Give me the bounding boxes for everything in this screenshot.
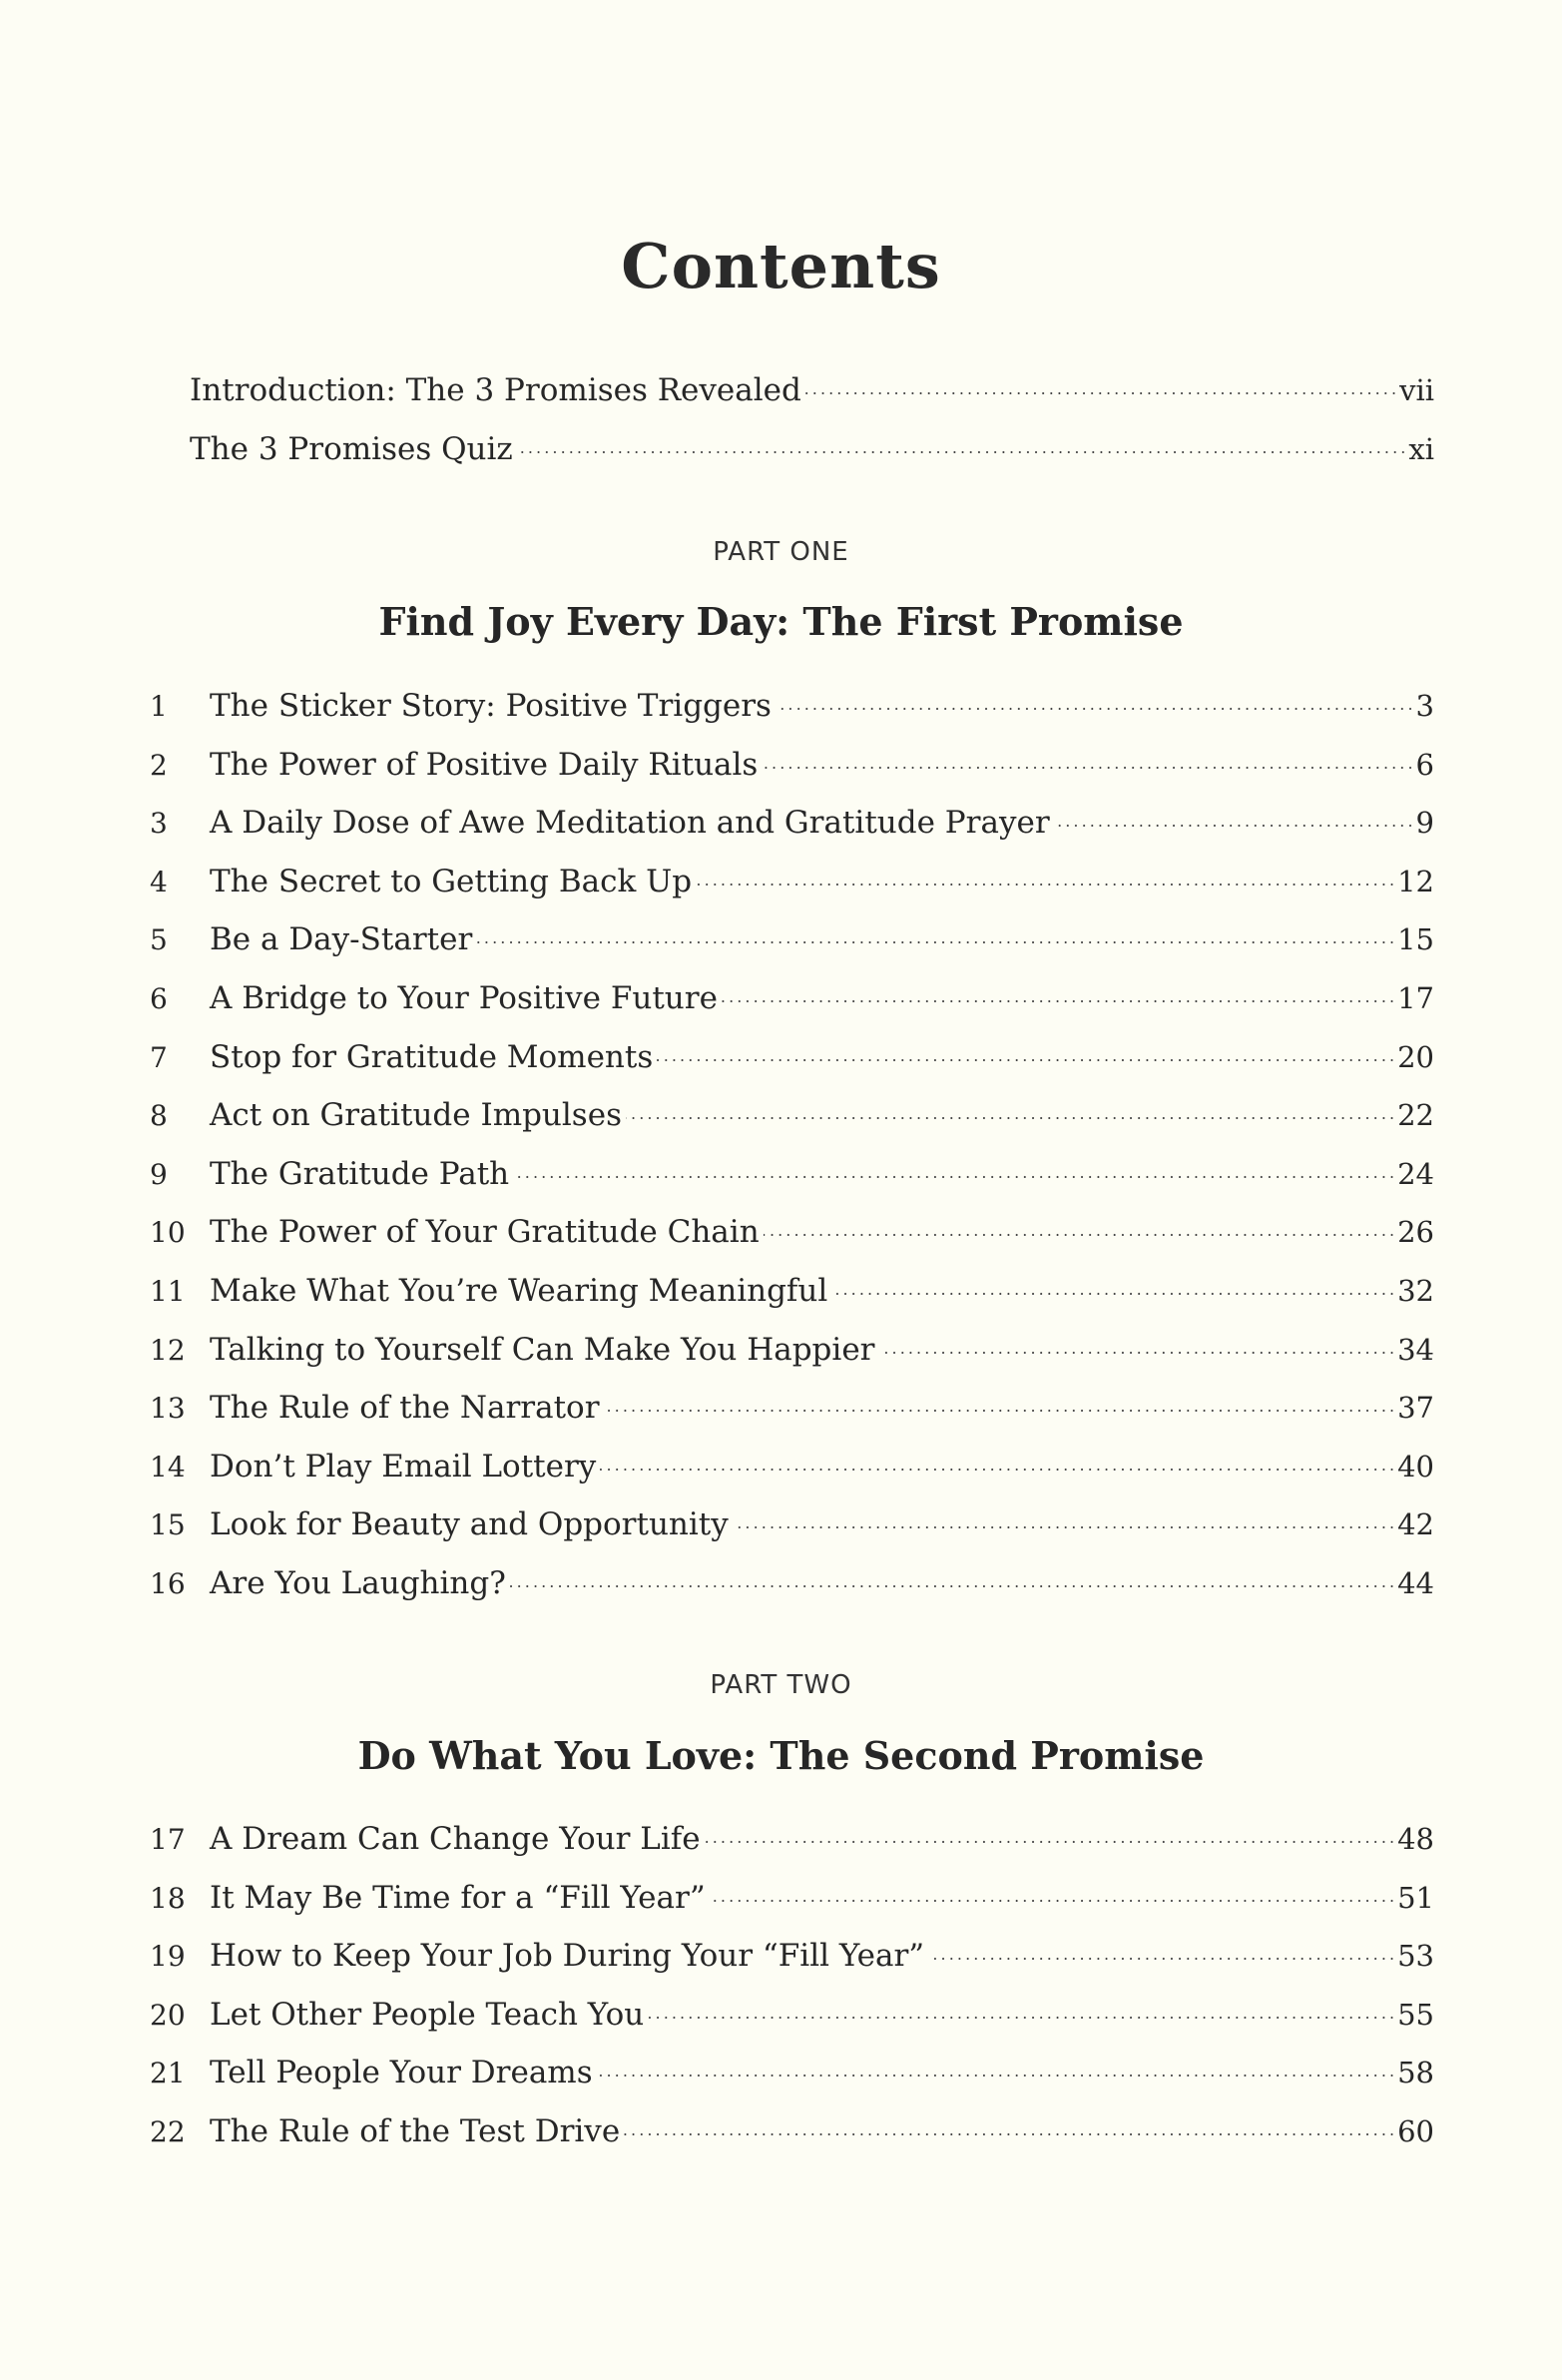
chapter-page-number: 40 <box>1397 1449 1434 1484</box>
chapter-title: The Secret to Getting Back Up <box>210 863 693 899</box>
chapter-page-number: 37 <box>1397 1391 1434 1426</box>
chapter-row[interactable] <box>150 1387 1434 1446</box>
chapter-number: 10 <box>150 1216 186 1250</box>
chapter-number: 14 <box>150 1450 186 1484</box>
part-one-label: PART ONE <box>713 537 849 567</box>
part-one-chapter-list <box>150 685 1434 1621</box>
chapter-number: 20 <box>150 1998 186 2032</box>
chapter-title: It May Be Time for a “Fill Year” <box>210 1879 706 1916</box>
chapter-row[interactable] <box>150 2110 1434 2169</box>
chapter-number: 9 <box>150 1157 168 1191</box>
chapter-row[interactable] <box>150 1994 1434 2053</box>
chapter-page-number: 60 <box>1397 2113 1434 2148</box>
dot-leader <box>626 1094 1393 1125</box>
chapter-page-number: 51 <box>1397 1880 1434 1915</box>
chapter-title: The Power of Positive Daily Rituals <box>210 746 759 783</box>
chapter-number: 15 <box>150 1508 186 1542</box>
chapter-title: Make What You’re Wearing Meaningful <box>210 1272 828 1309</box>
chapter-number: 2 <box>150 748 168 782</box>
dot-leader <box>762 744 1411 775</box>
chapter-page-number: 15 <box>1397 922 1434 957</box>
chapter-number: 17 <box>150 1823 186 1856</box>
chapter-row[interactable] <box>150 918 1434 977</box>
dot-leader <box>879 1329 1394 1360</box>
dot-leader <box>517 428 1405 459</box>
chapter-number: 6 <box>150 981 168 1015</box>
chapter-page-number: 26 <box>1397 1215 1434 1250</box>
dot-leader <box>510 1562 1393 1593</box>
chapter-number: 5 <box>150 923 168 957</box>
chapter-number: 16 <box>150 1566 186 1600</box>
chapter-row[interactable] <box>150 1503 1434 1562</box>
chapter-title: Stop for Gratitude Moments <box>210 1038 654 1075</box>
part-two-heading: Do What You Love: The Second Promise <box>357 1733 1205 1778</box>
dot-leader <box>648 1994 1393 2025</box>
chapter-title: Be a Day-Starter <box>210 921 473 958</box>
part-two-chapter-list <box>150 1818 1434 2169</box>
chapter-page-number: 22 <box>1397 1098 1434 1133</box>
chapter-page-number: 44 <box>1397 1565 1434 1600</box>
chapter-row[interactable] <box>150 861 1434 919</box>
entry-title: The 3 Promises Quiz <box>190 431 513 467</box>
front-matter-list <box>190 369 1434 487</box>
chapter-number: 7 <box>150 1040 168 1074</box>
chapter-title: Talking to Yourself Can Make You Happier <box>210 1331 875 1368</box>
chapter-number: 13 <box>150 1392 186 1426</box>
chapter-title: A Dream Can Change Your Life <box>210 1821 701 1857</box>
chapter-row[interactable] <box>150 2052 1434 2110</box>
chapter-number: 4 <box>150 865 168 898</box>
dot-leader <box>624 2110 1393 2141</box>
chapter-row[interactable] <box>150 1270 1434 1329</box>
dot-leader <box>722 977 1393 1008</box>
chapter-title: How to Keep Your Job During Your “Fill Year” <box>210 1938 925 1975</box>
chapter-page-number: 32 <box>1397 1273 1434 1308</box>
chapter-number: 22 <box>150 2114 186 2148</box>
chapter-title: Are You Laughing? <box>210 1564 506 1601</box>
chapter-page-number: 20 <box>1397 1039 1434 1074</box>
entry-page-number: xi <box>1408 432 1434 466</box>
chapter-page-number: 17 <box>1397 980 1434 1015</box>
page-title: Contents <box>621 229 941 302</box>
chapter-page-number: 24 <box>1397 1156 1434 1191</box>
dot-leader <box>776 685 1412 716</box>
dot-leader <box>597 2052 1393 2082</box>
chapter-title: A Bridge to Your Positive Future <box>210 979 718 1016</box>
chapter-number: 1 <box>150 690 168 723</box>
chapter-title: The Rule of the Narrator <box>210 1390 600 1427</box>
chapter-number: 8 <box>150 1099 168 1133</box>
chapter-number: 18 <box>150 1881 186 1915</box>
part-two-label: PART TWO <box>710 1670 852 1700</box>
chapter-row[interactable] <box>150 1877 1434 1936</box>
dot-leader <box>928 1935 1393 1966</box>
chapter-title: The Rule of the Test Drive <box>210 2112 621 2149</box>
chapter-row[interactable] <box>150 1036 1434 1095</box>
chapter-title: Don’t Play Email Lottery <box>210 1448 597 1485</box>
chapter-row[interactable] <box>150 1094 1434 1153</box>
chapter-title: The Gratitude Path <box>210 1155 510 1192</box>
chapter-title: The Power of Your Gratitude Chain <box>210 1214 760 1251</box>
chapter-page-number: 34 <box>1397 1332 1434 1367</box>
chapter-title: Let Other People Teach You <box>210 1996 645 2033</box>
chapter-row[interactable] <box>150 744 1434 803</box>
chapter-title: Act on Gratitude Impulses <box>210 1097 622 1134</box>
dot-leader <box>600 1446 1393 1477</box>
chapter-number: 11 <box>150 1274 186 1308</box>
chapter-row[interactable] <box>150 802 1434 861</box>
chapter-page-number: 9 <box>1415 806 1434 841</box>
chapter-row[interactable] <box>150 685 1434 744</box>
chapter-row[interactable] <box>150 1562 1434 1621</box>
entry-page-number: vii <box>1399 373 1434 407</box>
toc-entry-introduction[interactable] <box>190 369 1434 428</box>
dot-leader <box>831 1270 1393 1301</box>
dot-leader <box>1054 802 1412 833</box>
part-one-heading: Find Joy Every Day: The First Promise <box>378 599 1184 644</box>
chapter-page-number: 53 <box>1397 1939 1434 1974</box>
chapter-page-number: 12 <box>1397 864 1434 898</box>
chapter-title: The Sticker Story: Positive Triggers <box>210 688 772 724</box>
dot-leader <box>710 1877 1393 1908</box>
dot-leader <box>476 918 1393 949</box>
chapter-row[interactable] <box>150 1211 1434 1270</box>
dot-leader <box>805 369 1395 400</box>
chapter-page-number: 48 <box>1397 1822 1434 1856</box>
dot-leader <box>513 1153 1393 1184</box>
toc-entry-quiz[interactable] <box>190 428 1434 487</box>
chapter-number: 3 <box>150 807 168 841</box>
chapter-page-number: 42 <box>1397 1507 1434 1542</box>
chapter-row[interactable] <box>150 1446 1434 1504</box>
chapter-page-number: 55 <box>1397 1997 1434 2032</box>
chapter-page-number: 58 <box>1397 2056 1434 2090</box>
chapter-page-number: 3 <box>1415 689 1434 723</box>
chapter-row[interactable] <box>150 977 1434 1036</box>
chapter-number: 21 <box>150 2057 186 2090</box>
dot-leader <box>764 1211 1393 1242</box>
chapter-row[interactable] <box>150 1153 1434 1212</box>
dot-leader <box>604 1387 1394 1418</box>
entry-title: Introduction: The 3 Promises Revealed <box>190 372 801 408</box>
chapter-row[interactable] <box>150 1818 1434 1877</box>
dot-leader <box>696 861 1393 892</box>
dot-leader <box>705 1818 1394 1849</box>
dot-leader <box>657 1036 1393 1067</box>
chapter-number: 12 <box>150 1333 186 1367</box>
chapter-title: Tell People Your Dreams <box>210 2055 593 2091</box>
chapter-number: 19 <box>150 1940 186 1974</box>
chapter-row[interactable] <box>150 1329 1434 1388</box>
chapter-title: A Daily Dose of Awe Meditation and Gratitude Prayer <box>210 805 1050 842</box>
chapter-title: Look for Beauty and Opportunity <box>210 1506 729 1543</box>
chapter-page-number: 6 <box>1415 747 1434 782</box>
chapter-row[interactable] <box>150 1935 1434 1994</box>
dot-leader <box>733 1503 1393 1534</box>
